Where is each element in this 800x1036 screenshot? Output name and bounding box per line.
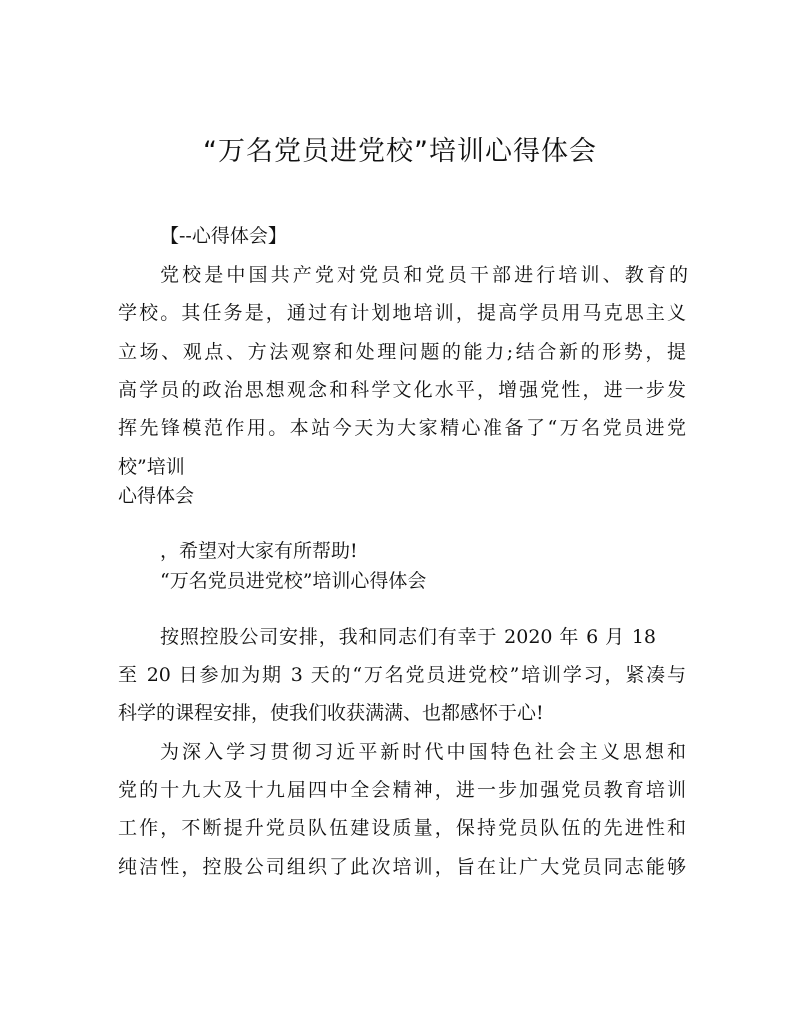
intro-line: 校”培训: [118, 456, 185, 478]
paragraph-2-line: 党的十九大及十九届四中全会精神，进一步加强党员教育培训: [118, 779, 686, 801]
hope-line: ，希望对大家有所帮助!: [160, 540, 358, 562]
document-title: “万名党员进党校”培训心得体会: [203, 136, 597, 167]
intro-line: 党校是中国共产党对党员和党员干部进行培训、教育的: [160, 264, 688, 286]
intro-line: 学校。其任务是，通过有计划地培训，提高学员用马克思主义: [118, 302, 686, 324]
subtitle: “万名党员进党校”培训心得体会: [160, 570, 427, 592]
paragraph-2-line: 工作，不断提升党员队伍建设质量，保持党员队伍的先进性和: [118, 817, 686, 839]
paragraph-1-line: 至 20 日参加为期 3 天的“万名党员进党校”培训学习，紧凑与: [118, 664, 686, 686]
category-tag: 【--心得体会】: [160, 225, 287, 247]
intro-line: 心得体会: [118, 485, 195, 507]
intro-line: 挥先锋模范作用。本站今天为大家精心准备了“万名党员进党: [118, 417, 686, 439]
intro-line: 立场、观点、方法观察和处理问题的能力;结合新的形势，提: [118, 341, 686, 363]
paragraph-2-line: 纯洁性，控股公司组织了此次培训，旨在让广大党员同志能够: [118, 856, 686, 878]
paragraph-2-line: 为深入学习贯彻习近平新时代中国特色社会主义思想和: [160, 741, 686, 763]
intro-line: 高学员的政治思想观念和科学文化水平，增强党性，进一步发: [118, 379, 686, 401]
paragraph-1-line: 科学的课程安排，使我们收获满满、也都感怀于心!: [118, 702, 544, 724]
paragraph-1-line: 按照控股公司安排，我和同志们有幸于 2020 年 6 月 18: [160, 626, 656, 648]
